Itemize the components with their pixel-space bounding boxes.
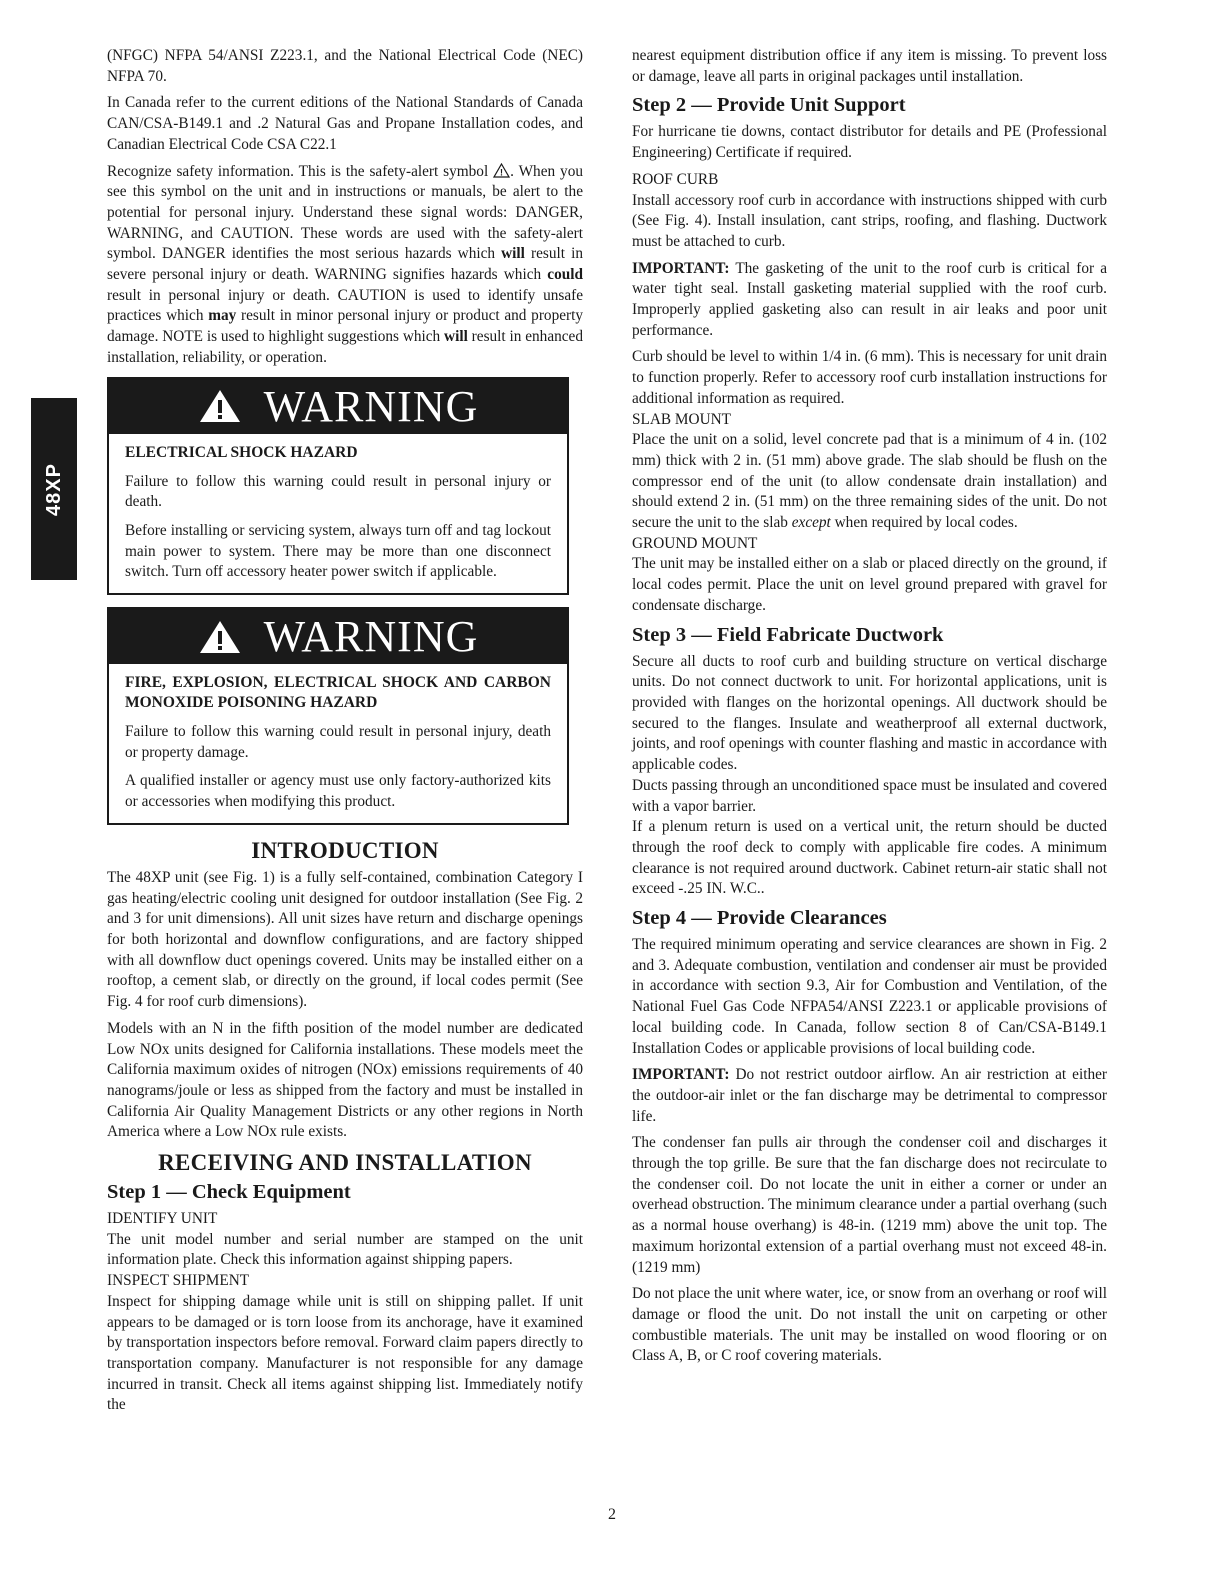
step3-paragraph-plenum: If a plenum return is used on a vertical unit, the return should be ducted through the roof deck to comply with applicable fire codes. A minimum clearance is not required around ductwork. Cabinet return-air static shall not exceed -.25 IN. W.C..	[632, 818, 1107, 898]
ground-mount-text: The unit may be installed either on a slab or placed directly on the ground, if local codes permit. Place the unit on level ground prepared with gravel for condensate discharge.	[632, 555, 1107, 614]
intro-paragraph-low-nox: Models with an N in the fifth position of the model number are dedicated Low NOx units designed for California installations. These models meet the California maximum oxides of nitrogen (NOx) emissions requirements of 40 nanograms/joule or less as shipped from the factory and must be installed in California Air Quality Management Districts or any other regions in North America where a Low NOx rule exists.	[107, 1019, 583, 1141]
side-tab	[31, 398, 77, 580]
roof-curb-label: ROOF CURB	[632, 170, 719, 188]
warning-header	[109, 379, 567, 434]
warning-box-electrical-shock	[107, 377, 569, 596]
left-column	[107, 46, 583, 1422]
step3-heading: Step 3 — Field Fabricate Ductwork	[632, 623, 944, 646]
important-gasketing: IMPORTANT: The gasketing of the unit to the roof curb is critical for a water tight seal. Install gasketing material supplied with the roof curb. Improperly applied gasketing also can result in air leaks and poor unit performance.	[632, 259, 1107, 339]
introduction-heading: INTRODUCTION	[251, 837, 439, 863]
step4-paragraph-condenser: The condenser fan pulls air through the condenser coil and discharges it through the top grille. Be sure that the fan discharge does not recirculate to the condenser coil. Do not locate the unit in either a corner or under an overhead obstruction. The minimum clearance under a partial overhang (such as a normal house overhang) is 48-in. (1219 mm) above the unit top. The maximum horizontal extension of a partial overhang must not exceed 48-in. (1219 mm)	[632, 1134, 1107, 1276]
step4-paragraph-overhang: Do not place the unit where water, ice, or snow from an overhang or roof will damage or flood the unit. Do not install the unit on carpeting or other combustible materials. The unit may be installed on wood flooring or on Class A, B, or C roof covering materials.	[632, 1285, 1107, 1365]
identify-unit-text: The unit model number and serial number are stamped on the unit information plate. Check this information against shipping papers.	[107, 1230, 583, 1269]
intro-paragraph: The 48XP unit (see Fig. 1) is a fully self-contained, combination Category I gas heating/electric cooling unit designed for outdoor installation (See Fig. 2 and 3 for unit dimensions). All unit sizes have return and discharge openings for both horizontal and downflow configurations, and are factory shipped with all downflow duct openings covered. Units may be installed either on a rooftop, a cement slab, or directly on the ground, if local codes permit (See Fig. 4 for roof curb dimensions).	[107, 868, 583, 1011]
warning-header	[109, 609, 567, 664]
step3-paragraph: Secure all ducts to roof curb and building structure on vertical discharge units. Do not connect ductwork to unit. For horizontal applications, unit is provided with flanges on the horizontal openings. All ductwork should be secured to the flanges. Insulate and weatherproof all external ductwork, joints, and roof openings with counter flashing and mastic in accordance with applicable codes.	[632, 652, 1107, 774]
side-tab-label: 48XP	[42, 462, 65, 516]
inspect-shipment-label: INSPECT SHIPMENT	[107, 1272, 250, 1290]
curb-level-text: Curb should be level to within 1/4 in. (6 mm). This is necessary for unit drain to function properly. Refer to accessory roof curb installation instructions for additional information as required.	[632, 348, 1107, 407]
warning-title: WARNING	[263, 381, 479, 431]
inspect-shipment-text: Inspect for shipping damage while unit is still on shipping pallet. If unit appears to be damaged or is torn loose from its anchorage, have it examined by transportation inspectors before removal. Forward claim papers directly to transportation company. Manufacturer is not responsible for any damage incurred in transit. Check all items against shipping list. Immediately notify the	[107, 1292, 583, 1414]
warning-text: A qualified installer or agency must use only factory-authorized kits or accessories when modifying this product.	[125, 772, 551, 811]
paragraph-canada: In Canada refer to the current editions of the National Standards of Canada CAN/CSA-B149.1 and .2 Natural Gas and Propane Installation codes, and Canadian Electrical Code CSA C22.1	[107, 94, 583, 153]
paragraph-nfgc: (NFGC) NFPA 54/ANSI Z223.1, and the National Electrical Code (NEC) NFPA 70.	[107, 47, 583, 85]
page-number: 2	[608, 1506, 616, 1523]
step2-heading: Step 2 — Provide Unit Support	[632, 94, 906, 117]
warning-text: Failure to follow this warning could result in personal injury or death.	[125, 472, 551, 511]
hazard-title: FIRE, EXPLOSION, ELECTRICAL SHOCK AND CARBON MONOXIDE POISONING HAZARD	[125, 674, 551, 712]
right-column	[632, 46, 1107, 1373]
warning-text: Failure to follow this warning could result in personal injury, death or property damage.	[125, 723, 551, 761]
warning-triangle-icon	[198, 388, 242, 424]
step2-paragraph: For hurricane tie downs, contact distributor for details and PE (Professional Engineering) Certificate if required.	[632, 123, 1107, 162]
step3-paragraph-insulate: Ducts passing through an unconditioned space must be insulated and covered with a vapor barrier.	[632, 776, 1107, 815]
svg-text:!: !	[500, 167, 504, 178]
warning-box-fire-explosion	[107, 607, 569, 825]
ground-mount-label: GROUND MOUNT	[632, 534, 758, 552]
warning-triangle-icon	[198, 619, 242, 655]
step4-heading: Step 4 — Provide Clearances	[632, 907, 887, 930]
hazard-title: ELECTRICAL SHOCK HAZARD	[125, 443, 358, 461]
slab-mount-label: SLAB MOUNT	[632, 410, 732, 428]
paragraph-safety-info: Recognize safety information. This is the safety-alert symbol ! . When you see this symbol on the unit and in instructions or manuals, be alert to the potential for personal injury. Understand these signal words: DANGER, WARNING, and CAUTION. These words are used with the safety-alert symbol. DANGER identifies the most serious hazards which will result in severe personal injury or death. WARNING signifies hazards which could result in personal injury or death. CAUTION is used to identify unsafe practices which may result in minor personal injury or product and property damage. NOTE is used to highlight suggestions which will result in enhanced installation, reliability, or operation.	[107, 162, 583, 366]
roof-curb-text: Install accessory roof curb in accordance with instructions shipped with curb (See Fig. 4). Install insulation, cant strips, roofing, and flashing. Ductwork must be attached to curb.	[632, 191, 1107, 250]
warning-text: Before installing or servicing system, always turn off and tag lockout main power to system. There may be more than one disconnect switch. Turn off accessory heater power switch if applicable.	[125, 521, 551, 581]
important-airflow: IMPORTANT: Do not restrict outdoor airflow. An air restriction at either the outdoor-air inlet or the fan discharge may be detrimental to compressor life.	[632, 1066, 1107, 1125]
receiving-installation-heading: RECEIVING AND INSTALLATION	[158, 1150, 532, 1176]
warning-title: WARNING	[263, 612, 479, 662]
paragraph-continued: nearest equipment distribution office if any item is missing. To prevent loss or damage, leave all parts in original packages until installation.	[632, 47, 1107, 85]
step4-paragraph: The required minimum operating and service clearances are shown in Fig. 2 and 3. Adequate combustion, ventilation and condenser air must be provided in accordance with section 9.3, Air for Combustion and Ventilation, of the National Fuel Gas Code NFPA54/ANSI Z223.1 or applicable provisions of local building code. In Canada, follow section 8 of Can/CSA-B149.1 Installation Codes or applicable provisions of local building code.	[632, 936, 1107, 1057]
step1-heading: Step 1 — Check Equipment	[107, 1181, 351, 1204]
safety-alert-icon	[493, 163, 510, 178]
slab-mount-text: Place the unit on a solid, level concrete pad that is a minimum of 4 in. (102 mm) thick with 2 in. (51 mm) above grade. The slab should be flush on the compressor end of the unit (to allow condensate drain installation) and should extend 2 in. (51 mm) on the three remaining sides of the unit. Do not secure the unit to the slab except when required by local codes.	[632, 431, 1107, 532]
identify-unit-label: IDENTIFY UNIT	[107, 1210, 218, 1228]
